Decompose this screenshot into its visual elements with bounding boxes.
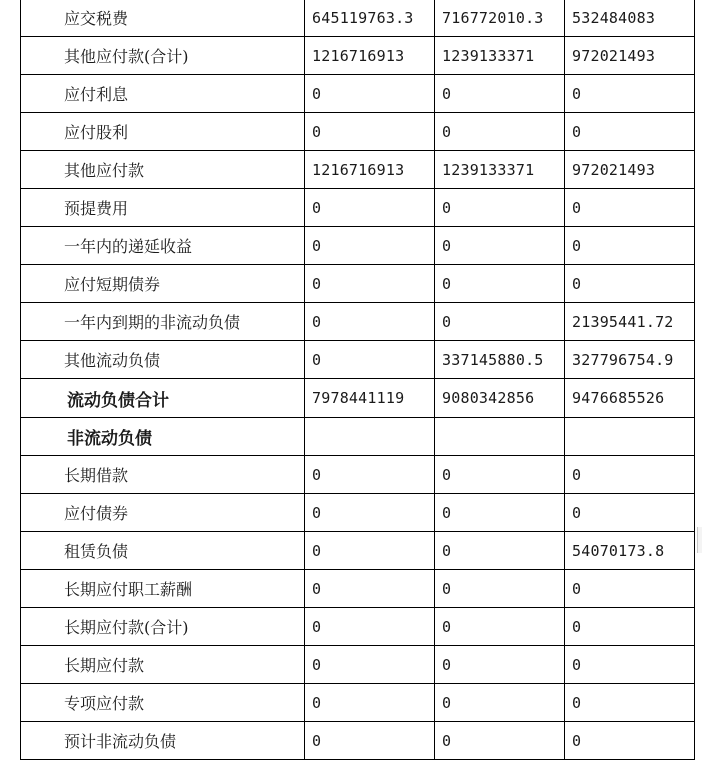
- table-row: [21, 227, 695, 265]
- value-col-1: 0: [305, 532, 435, 570]
- section-heading: 非流动负债: [21, 418, 305, 456]
- value-col-3: 327796754.9: [565, 341, 695, 379]
- value-col-2: 0: [435, 265, 565, 303]
- table-row: [21, 75, 695, 113]
- table-row: [21, 341, 695, 379]
- value-col-3: 0: [565, 75, 695, 113]
- value-col-3: 0: [565, 684, 695, 722]
- row-label: 应付短期债券: [21, 265, 305, 303]
- value-col-2: 0: [435, 189, 565, 227]
- table-row: [21, 684, 695, 722]
- value-col-1: 0: [305, 684, 435, 722]
- row-label: 长期应付款: [21, 646, 305, 684]
- table-row: [21, 608, 695, 646]
- value-col-3: [565, 418, 695, 456]
- value-col-2: 9080342856: [435, 379, 565, 418]
- value-col-2: 0: [435, 494, 565, 532]
- table-row: [21, 303, 695, 341]
- balance-sheet-liabilities: [20, 0, 695, 760]
- value-col-1: [305, 418, 435, 456]
- value-col-1: 1216716913: [305, 37, 435, 75]
- row-label: 租赁负债: [21, 532, 305, 570]
- row-label: 其他应付款(合计): [21, 37, 305, 75]
- value-col-3: 0: [565, 227, 695, 265]
- value-col-2: 0: [435, 570, 565, 608]
- value-col-2: 0: [435, 646, 565, 684]
- value-col-1: 0: [305, 189, 435, 227]
- row-label: 长期应付职工薪酬: [21, 570, 305, 608]
- value-col-3: 0: [565, 722, 695, 760]
- value-col-2: 716772010.3: [435, 0, 565, 37]
- value-col-3: 9476685526: [565, 379, 695, 418]
- table-row: [21, 532, 695, 570]
- value-col-2: 0: [435, 532, 565, 570]
- value-col-1: 7978441119: [305, 379, 435, 418]
- row-label: 应付债券: [21, 494, 305, 532]
- value-col-2: 0: [435, 684, 565, 722]
- row-label: 一年内的递延收益: [21, 227, 305, 265]
- value-col-2: 337145880.5: [435, 341, 565, 379]
- liabilities-table-body: [21, 0, 695, 760]
- value-col-3: 54070173.8: [565, 532, 695, 570]
- value-col-3: 0: [565, 570, 695, 608]
- scroll-edge-handle[interactable]: [697, 527, 702, 553]
- section-header-row: [21, 418, 695, 456]
- value-col-2: 1239133371: [435, 37, 565, 75]
- value-col-2: [435, 418, 565, 456]
- value-col-3: 0: [565, 265, 695, 303]
- value-col-3: 0: [565, 113, 695, 151]
- value-col-1: 0: [305, 227, 435, 265]
- value-col-1: 0: [305, 646, 435, 684]
- value-col-3: 0: [565, 608, 695, 646]
- value-col-1: 0: [305, 494, 435, 532]
- value-col-3: 972021493: [565, 37, 695, 75]
- row-label: 应交税费: [21, 0, 305, 37]
- row-label: 预提费用: [21, 189, 305, 227]
- value-col-1: 0: [305, 113, 435, 151]
- value-col-1: 645119763.3: [305, 0, 435, 37]
- row-label: 一年内到期的非流动负债: [21, 303, 305, 341]
- value-col-1: 0: [305, 341, 435, 379]
- subtotal-label: 流动负债合计: [21, 379, 305, 418]
- table-row: [21, 0, 695, 37]
- value-col-2: 0: [435, 303, 565, 341]
- value-col-2: 0: [435, 608, 565, 646]
- value-col-1: 0: [305, 722, 435, 760]
- row-label: 专项应付款: [21, 684, 305, 722]
- table-row: [21, 646, 695, 684]
- row-label: 长期借款: [21, 456, 305, 494]
- value-col-2: 0: [435, 113, 565, 151]
- table-row: [21, 494, 695, 532]
- table-row: [21, 456, 695, 494]
- value-col-1: 0: [305, 265, 435, 303]
- table-row: [21, 113, 695, 151]
- subtotal-row: [21, 379, 695, 418]
- liabilities-table: [20, 0, 695, 760]
- table-row: [21, 570, 695, 608]
- row-label: 应付利息: [21, 75, 305, 113]
- value-col-3: 0: [565, 646, 695, 684]
- table-row: [21, 265, 695, 303]
- row-label: 预计非流动负债: [21, 722, 305, 760]
- value-col-1: 0: [305, 303, 435, 341]
- value-col-2: 0: [435, 722, 565, 760]
- table-row: [21, 151, 695, 189]
- row-label: 应付股利: [21, 113, 305, 151]
- table-row: [21, 722, 695, 760]
- table-row: [21, 189, 695, 227]
- row-label: 其他流动负债: [21, 341, 305, 379]
- value-col-1: 0: [305, 456, 435, 494]
- value-col-2: 1239133371: [435, 151, 565, 189]
- value-col-3: 21395441.72: [565, 303, 695, 341]
- value-col-3: 532484083: [565, 0, 695, 37]
- row-label: 其他应付款: [21, 151, 305, 189]
- value-col-3: 972021493: [565, 151, 695, 189]
- value-col-2: 0: [435, 456, 565, 494]
- value-col-3: 0: [565, 494, 695, 532]
- value-col-3: 0: [565, 456, 695, 494]
- table-row: [21, 37, 695, 75]
- value-col-1: 0: [305, 570, 435, 608]
- value-col-1: 1216716913: [305, 151, 435, 189]
- value-col-1: 0: [305, 608, 435, 646]
- value-col-2: 0: [435, 75, 565, 113]
- row-label: 长期应付款(合计): [21, 608, 305, 646]
- value-col-2: 0: [435, 227, 565, 265]
- value-col-1: 0: [305, 75, 435, 113]
- value-col-3: 0: [565, 189, 695, 227]
